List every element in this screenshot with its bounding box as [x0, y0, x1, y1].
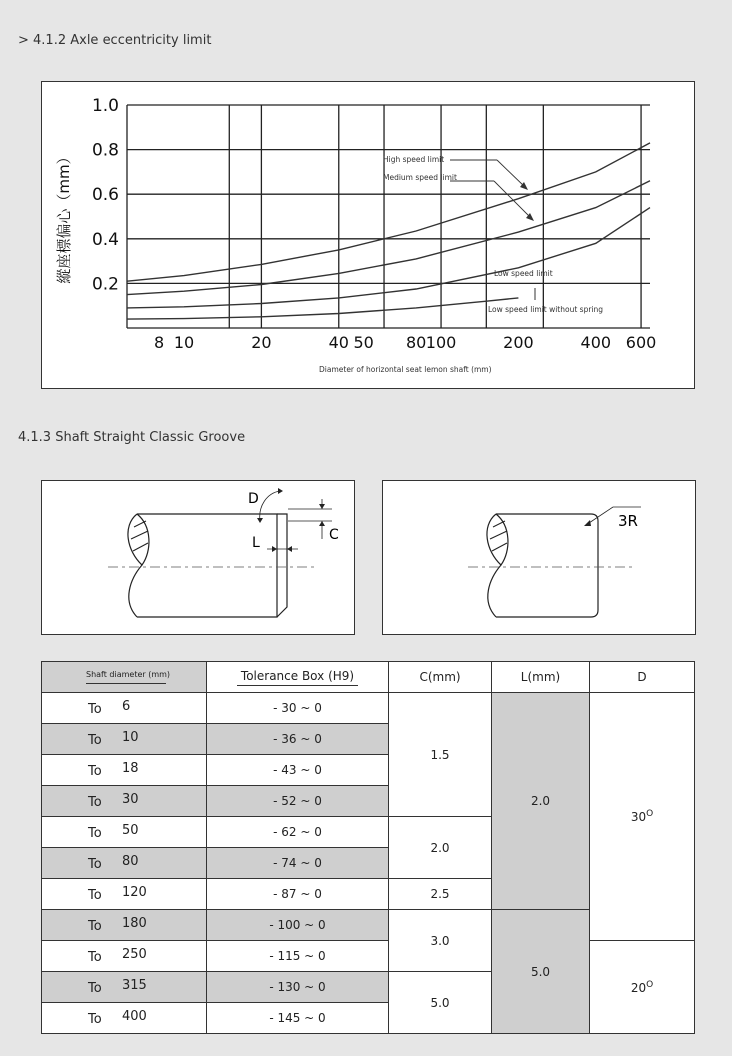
annotation-label: Low speed limit without spring [488, 305, 604, 314]
diameter-value: 400 [122, 1009, 147, 1024]
cell-tolerance: - 36 ~ 0 [207, 724, 389, 755]
cell-shaft-diameter [42, 972, 207, 1003]
cell-tolerance: - 130 ~ 0 [207, 972, 389, 1003]
cell-shaft-diameter [42, 848, 207, 879]
cell-shaft-diameter [42, 879, 207, 910]
y-tick-label: 0.2 [91, 274, 119, 295]
x-axis-label: Diameter of horizontal seat lemon shaft (mm) [319, 365, 492, 374]
y-axis-label: 縱座標偏心（mm） [55, 149, 73, 284]
x-tick-label: 10 [173, 333, 195, 352]
diameter-value: 6 [122, 699, 131, 714]
header-d: D [590, 662, 695, 693]
header-tolerance: Tolerance Box (H9) [207, 662, 389, 693]
diameter-value: 315 [122, 978, 147, 993]
cell-shaft-diameter [42, 724, 207, 755]
label-d: D [248, 491, 259, 507]
cell-shaft-diameter [42, 817, 207, 848]
to-label: To [88, 795, 102, 810]
cell-c: 1.5 [389, 693, 492, 817]
cell-tolerance: - 62 ~ 0 [207, 817, 389, 848]
diameter-value: 18 [122, 761, 139, 776]
radius-shaft-drawing [383, 481, 695, 634]
x-tick-label: 400 [580, 333, 612, 352]
y-tick-label: 0.8 [91, 140, 119, 161]
chart-canvas [42, 82, 694, 388]
annotation-label: Low speed limit [494, 269, 553, 278]
header-c: C(mm) [389, 662, 492, 693]
cell-shaft-diameter [42, 755, 207, 786]
diameter-value: 180 [122, 916, 147, 931]
cell-d: $20^O$ [590, 941, 695, 1034]
eccentricity-chart [41, 81, 695, 389]
table-header-row [42, 662, 695, 693]
cell-tolerance: - 115 ~ 0 [207, 941, 389, 972]
to-label: To [88, 950, 102, 965]
cell-tolerance: - 74 ~ 0 [207, 848, 389, 879]
to-label: To [88, 981, 102, 996]
to-label: To [88, 733, 102, 748]
to-label: To [88, 826, 102, 841]
x-tick-label: 80 [405, 333, 427, 352]
table-row [42, 941, 695, 972]
label-l: L [252, 535, 260, 551]
to-label: To [88, 702, 102, 717]
x-tick-label: 200 [503, 333, 534, 352]
diameter-value: 10 [122, 730, 139, 745]
series-low-speed-no-spring [127, 298, 518, 319]
label-3r: 3R [618, 512, 638, 530]
diameter-value: 50 [122, 823, 139, 838]
groove-diagram-radius [382, 480, 696, 635]
x-tick-label: 20 [251, 333, 272, 352]
to-label: To [88, 857, 102, 872]
cell-tolerance: - 87 ~ 0 [207, 879, 389, 910]
cell-tolerance: - 30 ~ 0 [207, 693, 389, 724]
x-tick-label: 100 [425, 333, 457, 352]
cell-tolerance: - 52 ~ 0 [207, 786, 389, 817]
to-label: To [88, 919, 102, 934]
cell-shaft-diameter [42, 910, 207, 941]
cell-c: 3.0 [389, 910, 492, 972]
cell-tolerance: - 43 ~ 0 [207, 755, 389, 786]
x-tick-label: 50 [353, 333, 374, 352]
to-label: To [88, 888, 102, 903]
x-tick-label: 600 [625, 333, 657, 352]
label-c: C [329, 527, 339, 543]
header-l: L(mm) [492, 662, 590, 693]
diameter-value: 250 [122, 947, 147, 962]
table-row [42, 693, 695, 724]
y-tick-label: 0.4 [91, 229, 119, 250]
leader-line [497, 160, 526, 188]
cell-c: 5.0 [389, 972, 492, 1034]
header-shaft-diameter: Shaft diameter (mm) [42, 662, 207, 693]
x-tick-label: 8 [154, 333, 165, 352]
x-tick-label: 40 [328, 333, 349, 352]
groove-spec-table [41, 661, 695, 1034]
diameter-value: 120 [122, 885, 147, 900]
cell-tolerance: - 145 ~ 0 [207, 1003, 389, 1034]
to-label: To [88, 1012, 102, 1027]
cell-shaft-diameter [42, 693, 207, 724]
y-tick-label: 1.0 [91, 96, 119, 116]
cell-shaft-diameter [42, 941, 207, 972]
cell-shaft-diameter [42, 786, 207, 817]
cell-l: 2.0 [492, 693, 590, 910]
cell-c: 2.5 [389, 879, 492, 910]
groove-diagram-chamfer [41, 480, 355, 635]
section-heading-groove: 4.1.3 Shaft Straight Classic Groove [18, 430, 246, 445]
cell-l: 5.0 [492, 910, 590, 1034]
series-low-speed [127, 208, 650, 308]
y-tick-label: 0.6 [91, 185, 119, 206]
section-heading-eccentricity: > 4.1.2 Axle eccentricity limit [18, 33, 212, 48]
cell-shaft-diameter [42, 1003, 207, 1034]
annotation-label: Medium speed limit [383, 173, 457, 182]
cell-d: $30^O$ [590, 693, 695, 941]
to-label: To [88, 764, 102, 779]
chamfer-shaft-drawing [42, 481, 354, 634]
annotation-label: High speed limit [383, 155, 445, 164]
cell-tolerance: - 100 ~ 0 [207, 910, 389, 941]
diameter-value: 80 [122, 854, 139, 869]
diameter-value: 30 [122, 792, 139, 807]
cell-c: 2.0 [389, 817, 492, 879]
